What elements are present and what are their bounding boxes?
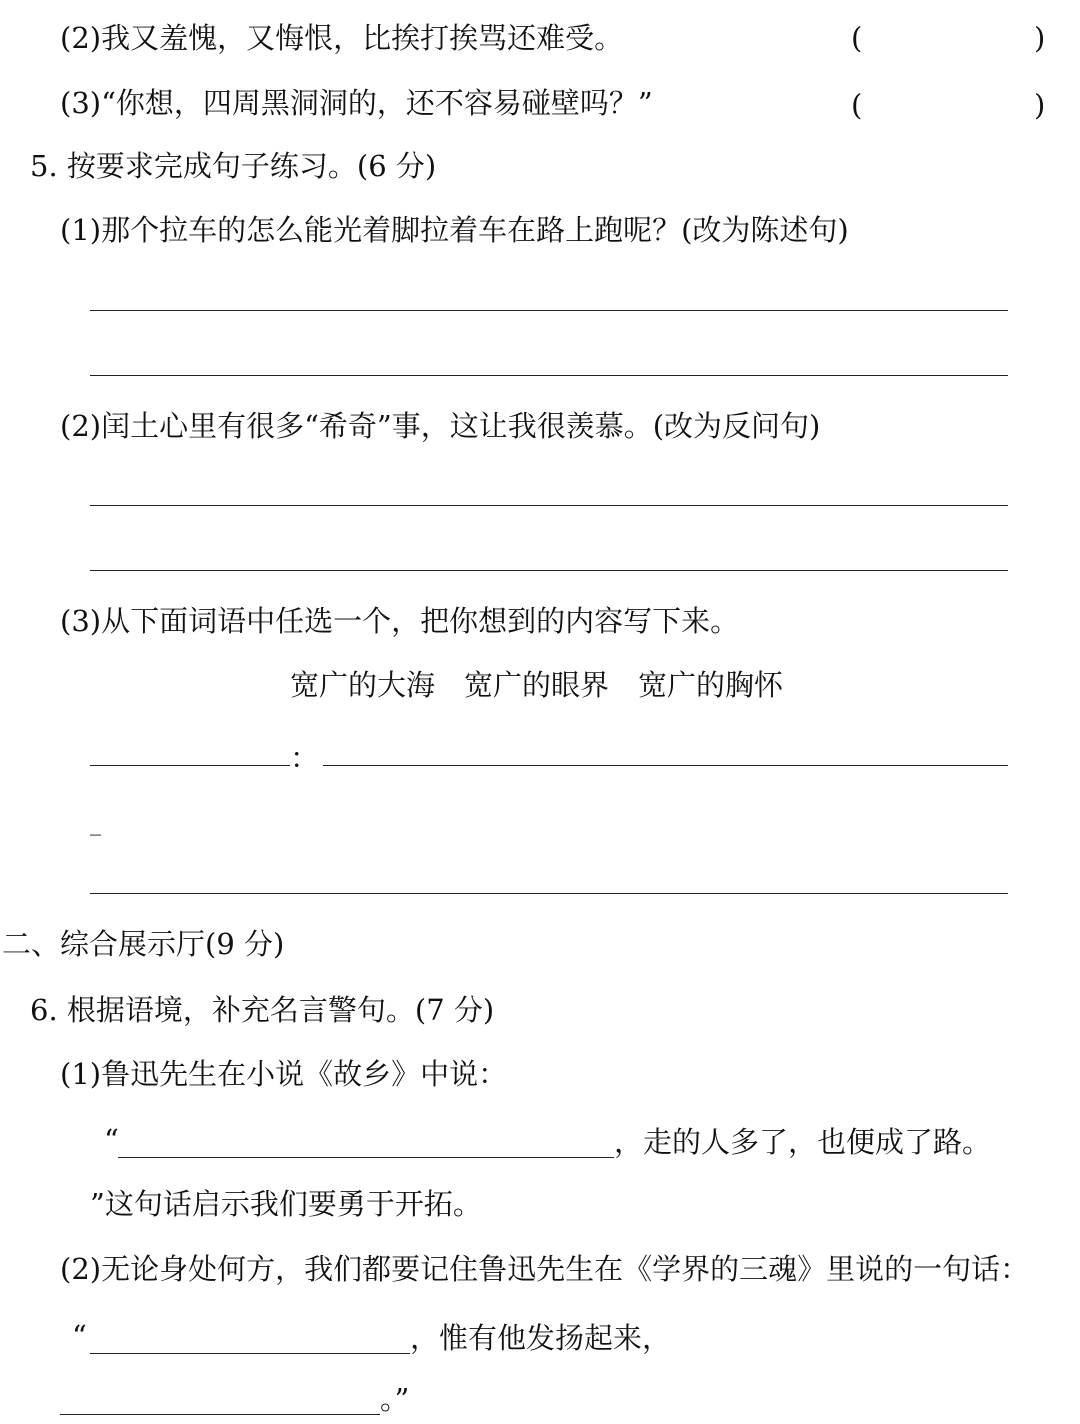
answer-paren-open: ( (851, 21, 863, 55)
answer-paren-open: ( (851, 88, 863, 122)
quote-open: “ (72, 1319, 87, 1353)
word-options: 宽广的大海 宽广的眼界 宽广的胸怀 (290, 668, 784, 702)
q4-item-3: (3)“你想，四周黑洞洞的，还不容易碰壁吗？” (60, 86, 653, 120)
q5-item-3: (3)从下面词语中任选一个，把你想到的内容写下来。 (60, 604, 740, 638)
q6-item-1-tail: ，走的人多了，也便成了路。 (614, 1125, 992, 1159)
answer-line[interactable] (60, 1414, 380, 1415)
answer-line[interactable] (90, 893, 1008, 894)
answer-line[interactable] (323, 765, 1008, 766)
q6-item-2: (2)无论身处何方，我们都要记住鲁迅先生在《学界的三魂》里说的一句话： (60, 1252, 1030, 1286)
q5-item-1: (1)那个拉车的怎么能光着脚拉着车在路上跑呢？(改为陈述句) (60, 213, 849, 247)
answer-paren-close: ) (1034, 88, 1046, 122)
section-2-title: 二、综合展示厅(9 分) (2, 927, 285, 961)
answer-line[interactable] (90, 375, 1008, 376)
q6-item-1: (1)鲁迅先生在小说《故乡》中说： (60, 1057, 508, 1091)
answer-line-word[interactable] (90, 765, 290, 766)
answer-paren-close: ) (1034, 21, 1046, 55)
answer-line[interactable] (90, 570, 1008, 571)
q6-item-2-end: 。” (380, 1382, 410, 1416)
q5-item-2: (2)闰土心里有很多“希奇”事，这让我很羡慕。(改为反问句) (60, 409, 821, 443)
colon: ： (290, 741, 320, 775)
q6-title: 6. 根据语境，补充名言警句。(7 分) (30, 993, 495, 1027)
answer-line[interactable] (118, 1157, 614, 1158)
q5-title: 5. 按要求完成句子练习。(6 分) (30, 149, 437, 183)
q6-item-1-end: ”这句话启示我们要勇于开拓。 (90, 1187, 482, 1221)
answer-line[interactable] (90, 310, 1008, 311)
q4-item-2: (2)我又羞愧，又悔恨，比挨打挨骂还难受。 (60, 21, 624, 55)
answer-line[interactable] (90, 505, 1008, 506)
quote-open: “ (104, 1123, 119, 1157)
line-continuation-mark: _ (90, 811, 101, 836)
answer-line[interactable] (90, 1353, 410, 1354)
q6-item-2-mid: ，惟有他发扬起来， (410, 1321, 672, 1355)
